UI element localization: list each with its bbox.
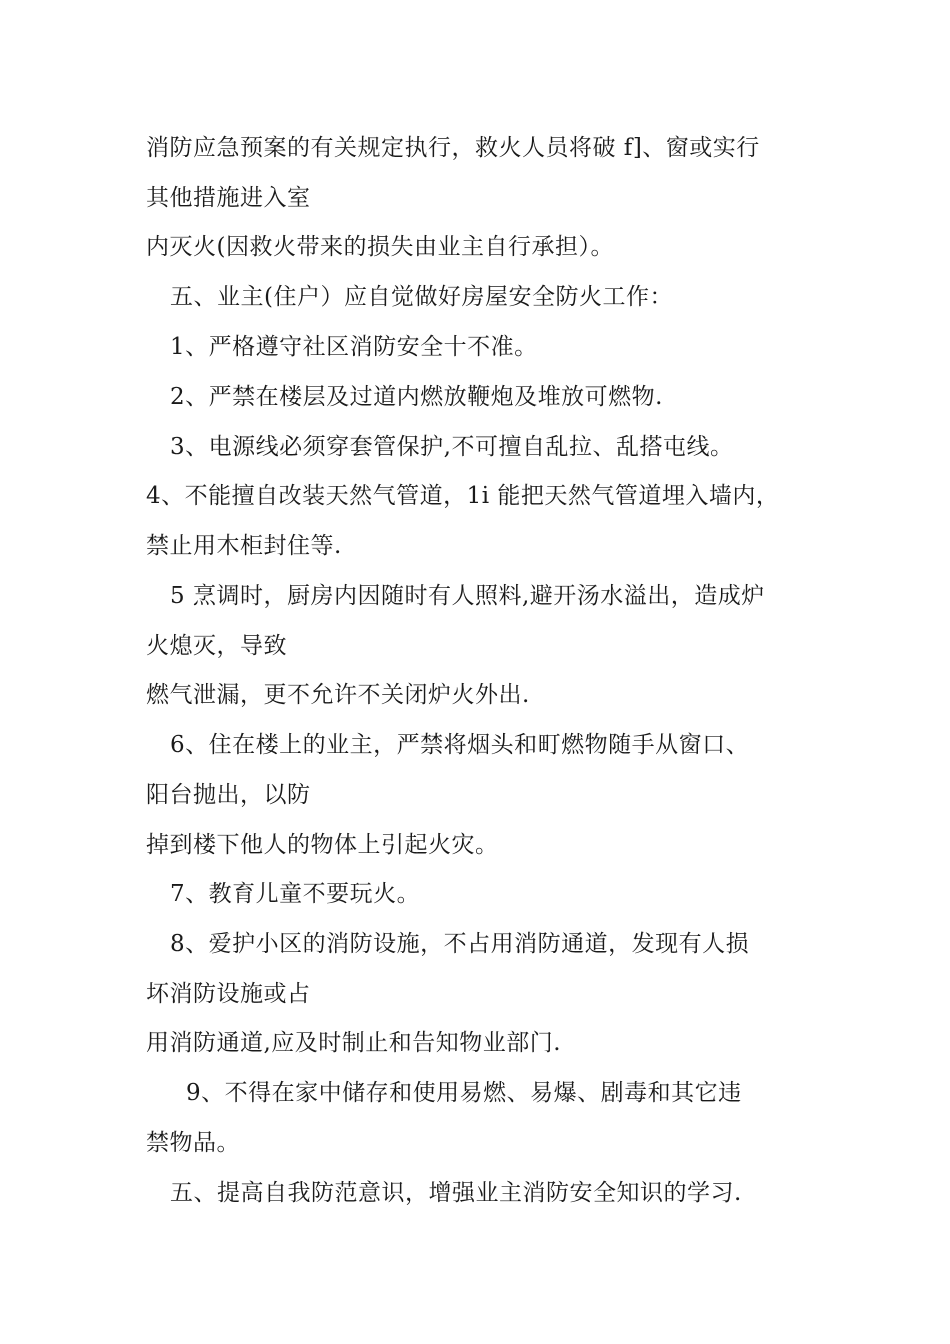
list-item-4-cont: 禁止用木柜封住等. — [146, 533, 342, 559]
list-item-6-cont-1: 阳台抛出，以防 — [146, 782, 311, 808]
paragraph-line-1: 消防应急预案的有关规定执行，救火人员将破 f]、窗或实行 — [146, 135, 760, 161]
list-item-8: 8、爱护小区的消防设施，不占用消防通道，发现有人损 — [170, 931, 750, 957]
list-item-6-cont-2: 掉到楼下他人的物体上引起火灾。 — [146, 832, 499, 858]
list-item-7: 7、教育儿童不要玩火。 — [170, 881, 421, 907]
paragraph-line-3: 内灭火(因救火带来的损失由业主自行承担）。 — [146, 234, 614, 260]
paragraph-line-2: 其他措施进入室 — [146, 185, 311, 211]
list-item-6: 6、住在楼上的业主，严禁将烟头和町燃物随手从窗口、 — [170, 732, 750, 758]
list-item-3: 3、电源线必须穿套管保护,不可擅自乱拉、乱搭屯线。 — [170, 434, 734, 460]
list-item-1: 1、严格遵守社区消防安全十不准。 — [170, 334, 538, 360]
list-item-8-cont-2: 用消防通道,应及时制止和告知物业部门. — [146, 1030, 562, 1056]
list-item-8-cont-1: 坏消防设施或占 — [146, 981, 311, 1007]
list-item-9: 9、不得在家中储存和使用易燃、易爆、剧毒和其它违 — [186, 1080, 742, 1106]
section-heading-5: 五、业主(住户）应自觉做好房屋安全防火工作： — [170, 284, 673, 310]
list-item-5-cont-1: 火熄灭，导致 — [146, 633, 287, 659]
list-item-4: 4、不能擅自改装天然气管道，1i 能把天然气管道埋入墙内， — [146, 483, 780, 509]
list-item-5: 5 烹调时，厨房内因随时有人照料,避开汤水溢出，造成炉 — [170, 583, 765, 609]
list-item-2: 2、严禁在楼层及过道内燃放鞭炮及堆放可燃物. — [170, 384, 663, 410]
section-heading-5b: 五、提高自我防范意识，增强业主消防安全知识的学习. — [170, 1180, 742, 1206]
list-item-5-cont-2: 燃气泄漏，更不允许不关闭炉火外出. — [146, 682, 530, 708]
list-item-9-cont: 禁物品。 — [146, 1130, 240, 1156]
